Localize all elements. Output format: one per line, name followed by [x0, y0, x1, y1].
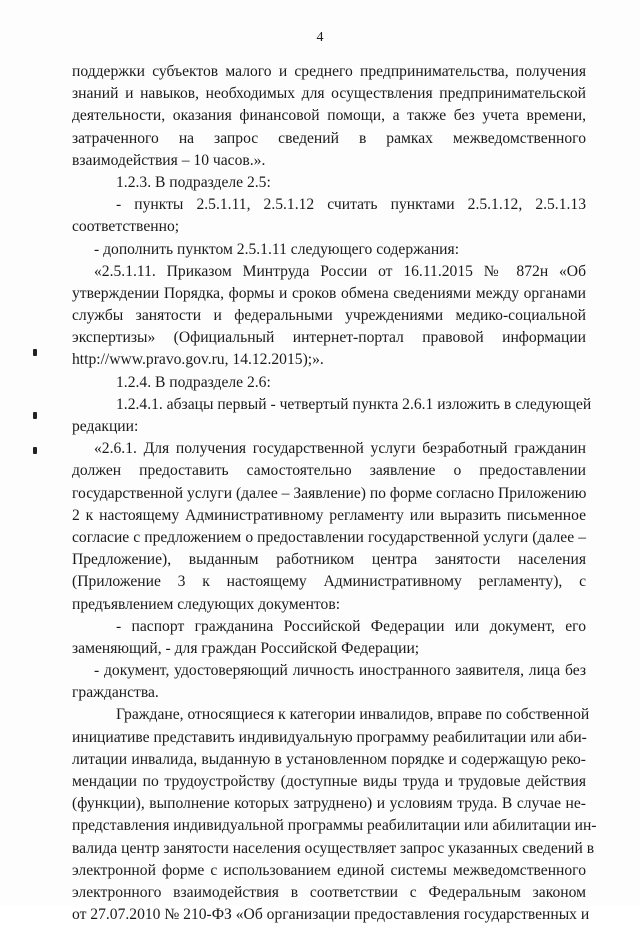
text-line: - паспорт гражданина Российской Федерации или документ, его: [116, 617, 586, 635]
text-line: 1.2.3. В подразделе 2.5:: [116, 173, 271, 191]
text-line: представления индивидуальной программы реабилитации или абилитации ин-: [72, 817, 597, 835]
text-line: заменяющий, - для граждан Российской Федерации;: [72, 639, 420, 657]
text-line: согласие с предложением о предоставлении государственной услуги (далее –: [72, 528, 586, 546]
text-line: должен предоставить самостоятельно заявление о предоставлении: [72, 462, 586, 480]
text-line: электронного взаимодействия в соответствии с Федеральным законом: [72, 883, 586, 901]
text-line: редакции:: [72, 418, 139, 435]
text-line: «2.5.1.11. Приказом Минтруда России от 16.11.2015 № 872н «Об: [94, 262, 586, 280]
text-line: 2 к настоящему Административному регламенту или выразить письменное: [72, 506, 586, 524]
text-line: (функции), выполнение которых затруднено) и условиям труда. В случае не-: [72, 795, 586, 813]
text-line: 1.2.4.1. абзацы первый - четвертый пункта 2.6.1 изложить в следующей: [116, 395, 592, 413]
text-line: утверждении Порядка, формы и сроков обмена сведениями между органами: [72, 284, 586, 302]
text-line: - пункты 2.5.1.11, 2.5.1.12 считать пунктами 2.5.1.12, 2.5.1.13: [116, 196, 586, 214]
text-line: - дополнить пунктом 2.5.1.11 следующего содержания:: [94, 240, 460, 258]
text-line: государственной услуги (далее – Заявление) по форме согласно Приложению: [72, 484, 587, 502]
text-line: деятельности, оказания финансовой помощи, а также без учета времени,: [72, 107, 586, 125]
text-line: мендации по трудоустройству (доступные виды труда и трудовые действия: [72, 773, 586, 790]
text-line: инициативе представить индивидуальную программу реабилитации или аби-: [72, 728, 587, 746]
text-line: валида центр занятости населения осуществляет запрос указанных сведений в: [72, 839, 595, 857]
text-line: http://www.pravo.gov.ru, 14.12.2015);».: [72, 351, 324, 369]
text-line: знаний и навыков, необходимых для осуществления предпринимательской: [72, 85, 586, 103]
text-line: Граждане, относящиеся к категории инвалидов, вправе по собственной: [116, 706, 590, 724]
document-body: [72, 61, 597, 926]
margin-mark: [33, 447, 37, 454]
text-line: электронной форме с использованием единой системы межведомственного: [72, 861, 586, 879]
text-line: соответственно;: [72, 218, 180, 236]
text-line: гражданства.: [72, 684, 159, 702]
margin-mark: [33, 349, 37, 356]
text-line: экспертизы» (Официальный интернет-портал правовой информации: [72, 329, 586, 347]
text-line: предъявлением следующих документов:: [72, 595, 341, 613]
text-line: - документ, удостоверяющий личность иностранного заявителя, лица без: [94, 662, 586, 680]
text-line: затраченного на запрос сведений в рамках межведомственного: [72, 129, 586, 147]
page-number: 4: [316, 30, 324, 45]
text-line: от 27.07.2010 № 210-ФЗ «Об организации предоставления государственных и: [72, 906, 590, 924]
text-line: службы занятости и федеральными учреждениями медико-социальной: [72, 307, 586, 325]
text-line: поддержки субъектов малого и среднего предпринимательства, получения: [72, 63, 586, 80]
text-line: взаимодействия – 10 часов.».: [72, 151, 266, 169]
text-line: 1.2.4. В подразделе 2.6:: [116, 373, 271, 391]
text-line: Предложение), выданным работником центра занятости населения: [72, 551, 586, 569]
margin-mark: [33, 412, 37, 419]
text-line: (Приложение 3 к настоящему Административному регламенту), с: [72, 573, 586, 591]
text-line: «2.6.1. Для получения государственной услуги безработный гражданин: [94, 440, 586, 458]
text-line: литации инвалида, выданную в установленном порядке и содержащую реко-: [72, 750, 586, 768]
